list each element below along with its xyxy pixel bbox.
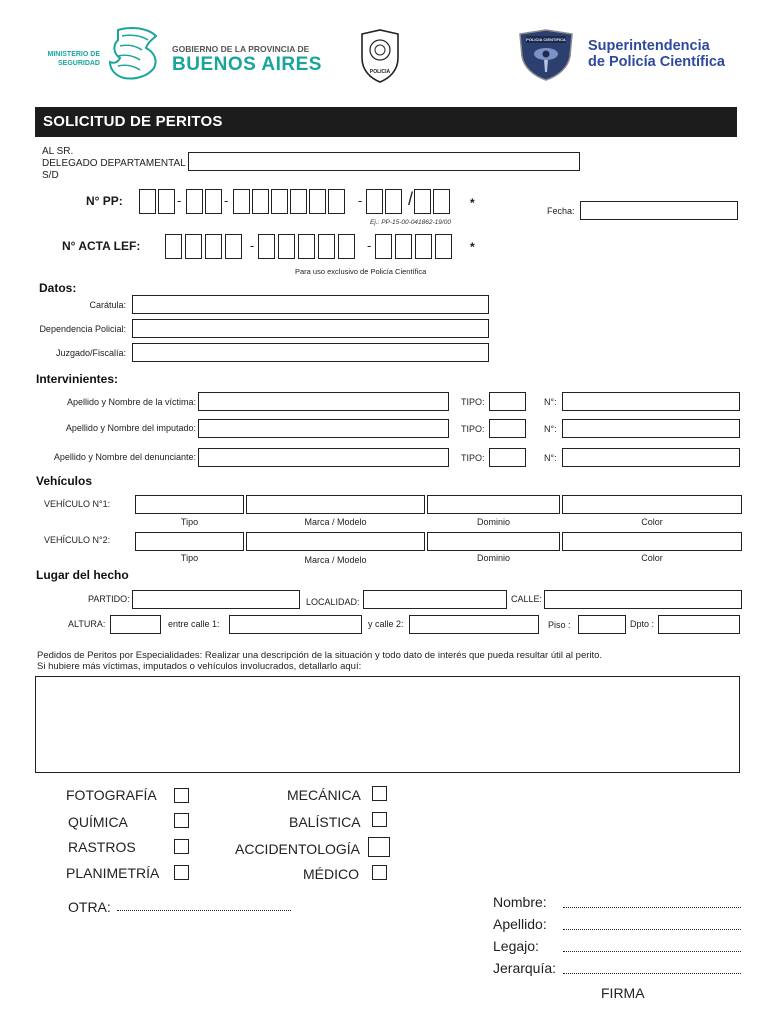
gov-line2: BUENOS AIRES <box>172 54 322 75</box>
pp-digit[interactable] <box>309 189 326 214</box>
gov-line1: GOBIERNO DE LA PROVINCIA DE <box>172 44 310 54</box>
acta-separator: - <box>250 238 255 253</box>
pedidos-instructions-line2: Si hubiere más víctimas, imputados o vehículos involucrados, detallarlo aquí: <box>37 661 362 672</box>
localidad-field[interactable] <box>363 590 507 609</box>
pp-digit[interactable] <box>158 189 175 214</box>
pp-digit[interactable] <box>414 189 431 214</box>
title-bar <box>35 107 737 137</box>
imputado-label: Apellido y Nombre del imputado: <box>65 423 196 433</box>
page-title: SOLICITUD DE PERITOS <box>43 113 223 130</box>
intervinientes-title: Intervinientes: <box>36 372 119 386</box>
sci-title-line2: de Policía Científica <box>588 54 725 70</box>
acta-digit[interactable] <box>278 234 295 259</box>
vehiculo1-color-field[interactable] <box>562 495 742 514</box>
pp-separator: - <box>358 193 363 208</box>
entre-calle1-field[interactable] <box>229 615 362 634</box>
jerarquia-label: Jerarquía: <box>493 960 557 976</box>
header <box>0 0 768 100</box>
pp-separator: - <box>224 193 229 208</box>
partido-field[interactable] <box>132 590 300 609</box>
acta-digit[interactable] <box>395 234 412 259</box>
dependencia-label: Dependencia Policial: <box>39 324 126 334</box>
vehiculo2-label: VEHÍCULO N°2: <box>44 535 111 545</box>
medico-checkbox[interactable] <box>372 865 387 880</box>
vehiculo2-dominio-caption: Dominio <box>476 553 510 563</box>
vehiculo2-color-field[interactable] <box>562 532 742 551</box>
quimica-checkbox[interactable] <box>174 813 189 828</box>
fecha-field[interactable] <box>580 201 738 220</box>
vehiculo2-marca-caption: Marca / Modelo <box>304 555 367 565</box>
quimica-label: QUÍMICA <box>68 814 128 830</box>
imputado-field[interactable] <box>198 419 449 438</box>
mecanica-checkbox[interactable] <box>372 786 387 801</box>
acta-digit[interactable] <box>415 234 432 259</box>
pp-separator: - <box>177 193 182 208</box>
balistica-label: BALÍSTICA <box>289 814 361 830</box>
vehiculo1-dominio-caption: Dominio <box>476 517 510 527</box>
dependencia-field[interactable] <box>132 319 489 338</box>
pp-digit[interactable] <box>366 189 383 214</box>
denunciante-field[interactable] <box>198 448 449 467</box>
legajo-line[interactable] <box>563 951 741 952</box>
localidad-label: LOCALIDAD: <box>306 597 360 607</box>
acta-label: N° ACTA LEF: <box>62 239 141 253</box>
vehiculo2-tipo-field[interactable] <box>135 532 244 551</box>
victima-nro-label: N°: <box>544 397 557 407</box>
imputado-tipo-field[interactable] <box>489 419 526 438</box>
imputado-nro-label: N°: <box>544 424 557 434</box>
addressee-line1: AL SR. <box>42 146 74 157</box>
rastros-checkbox[interactable] <box>174 839 189 854</box>
denunciante-nro-field[interactable] <box>562 448 740 467</box>
acta-digit[interactable] <box>435 234 452 259</box>
imputado-nro-field[interactable] <box>562 419 740 438</box>
vehiculo1-tipo-field[interactable] <box>135 495 244 514</box>
caratula-label: Carátula: <box>89 300 126 310</box>
pp-digit[interactable] <box>252 189 269 214</box>
pp-digit[interactable] <box>233 189 250 214</box>
rastros-label: RASTROS <box>68 839 136 855</box>
acta-digit[interactable] <box>205 234 222 259</box>
legajo-label: Legajo: <box>493 938 539 954</box>
pp-slash: / <box>408 189 414 209</box>
sci-title-line1: Superintendencia <box>588 38 710 54</box>
piso-field[interactable] <box>578 615 626 634</box>
calle-label: CALLE: <box>511 594 543 604</box>
apellido-line[interactable] <box>563 929 741 930</box>
ministry-label: MINISTERIO DE SEGURIDAD <box>47 51 100 67</box>
calle2-field[interactable] <box>409 615 539 634</box>
mecanica-label: MECÁNICA <box>287 787 361 803</box>
firma-label: FIRMA <box>601 985 645 1001</box>
piso-label: Piso : <box>548 620 571 630</box>
planimetria-checkbox[interactable] <box>174 865 189 880</box>
apellido-label: Apellido: <box>493 916 547 932</box>
denunciante-nro-label: N°: <box>544 453 557 463</box>
pp-digit[interactable] <box>328 189 345 214</box>
victima-tipo-field[interactable] <box>489 392 526 411</box>
vehiculo2-marca-field[interactable] <box>246 532 425 551</box>
imputado-tipo-label: TIPO: <box>461 424 485 434</box>
acta-digit[interactable] <box>318 234 335 259</box>
addressee-line2: DELEGADO DEPARTAMENTAL <box>42 158 186 169</box>
dpto-field[interactable] <box>658 615 740 634</box>
denunciante-label: Apellido y Nombre del denunciante: <box>53 452 196 462</box>
victima-field[interactable] <box>198 392 449 411</box>
pp-digit[interactable] <box>139 189 156 214</box>
fotografia-label: FOTOGRAFÍA <box>66 787 157 803</box>
denunciante-tipo-field[interactable] <box>489 448 526 467</box>
pp-digit[interactable] <box>186 189 203 214</box>
acta-digit[interactable] <box>225 234 242 259</box>
partido-label: PARTIDO: <box>88 594 130 604</box>
police-shield-icon <box>358 28 402 84</box>
acta-digit[interactable] <box>165 234 182 259</box>
medico-label: MÉDICO <box>303 866 359 882</box>
acta-note: Para uso exclusivo de Policía Científica <box>295 267 427 276</box>
acta-asterisk: * <box>470 240 475 254</box>
pp-example: Ej.: PP-15-00-041862-19/00 <box>370 219 451 226</box>
jerarquia-line[interactable] <box>563 973 741 974</box>
fecha-label: Fecha: <box>547 206 575 216</box>
pp-digit[interactable] <box>205 189 222 214</box>
juzgado-field[interactable] <box>132 343 489 362</box>
pp-digit[interactable] <box>290 189 307 214</box>
fotografia-checkbox[interactable] <box>174 788 189 803</box>
vehiculo1-marca-caption: Marca / Modelo <box>304 517 367 527</box>
vehiculo2-color-caption: Color <box>641 553 663 563</box>
pp-digit[interactable] <box>385 189 402 214</box>
acta-digit[interactable] <box>298 234 315 259</box>
balistica-checkbox[interactable] <box>372 812 387 827</box>
vehiculo1-color-caption: Color <box>641 517 663 527</box>
acta-digit[interactable] <box>185 234 202 259</box>
nombre-line[interactable] <box>563 907 741 908</box>
calle-field[interactable] <box>544 590 742 609</box>
pp-asterisk: * <box>470 196 475 210</box>
acta-digit[interactable] <box>375 234 392 259</box>
pedidos-instructions-line1: Pedidos de Peritos por Especialidades: Realizar una descripción de la situación y todo dato de interés que pueda resultar útil al perito. <box>37 650 603 661</box>
accidentologia-label: ACCIDENTOLOGÍA <box>235 841 360 857</box>
delegado-field[interactable] <box>188 152 580 171</box>
entre-calle1-label: entre calle 1: <box>168 619 220 629</box>
calle2-label: y calle 2: <box>368 619 404 629</box>
otra-label: OTRA: <box>68 899 111 915</box>
buenos-aires-logo-icon <box>104 26 168 84</box>
juzgado-label: Juzgado/Fiscalía: <box>55 348 126 358</box>
pp-digit[interactable] <box>433 189 450 214</box>
otra-line[interactable] <box>117 910 291 911</box>
pp-digit[interactable] <box>271 189 288 214</box>
victima-label: Apellido y Nombre de la víctima: <box>66 397 196 407</box>
acta-digit[interactable] <box>258 234 275 259</box>
pedidos-textarea[interactable] <box>35 676 740 773</box>
caratula-field[interactable] <box>132 295 489 314</box>
planimetria-label: PLANIMETRÍA <box>66 865 160 881</box>
vehiculo2-dominio-field[interactable] <box>427 532 560 551</box>
victima-tipo-label: TIPO: <box>461 397 485 407</box>
acta-separator: - <box>367 238 372 253</box>
denunciante-tipo-label: TIPO: <box>461 453 485 463</box>
police-badge-label: POLICIA <box>369 69 391 75</box>
sci-badge-label: POLICIA CIENTIFICA <box>526 37 566 42</box>
vehiculo1-marca-field[interactable] <box>246 495 425 514</box>
dpto-label: Dpto : <box>630 619 655 629</box>
lugar-title: Lugar del hecho <box>36 568 129 582</box>
addressee-line3: S/D <box>42 170 59 181</box>
accidentologia-checkbox[interactable] <box>368 837 390 857</box>
pp-label: N° PP: <box>86 194 123 208</box>
altura-label: ALTURA: <box>68 619 106 629</box>
altura-field[interactable] <box>110 615 161 634</box>
acta-digit[interactable] <box>338 234 355 259</box>
vehiculos-title: Vehículos <box>36 474 93 488</box>
nombre-label: Nombre: <box>493 894 547 910</box>
victima-nro-field[interactable] <box>562 392 740 411</box>
vehiculo1-tipo-caption: Tipo <box>180 517 199 527</box>
vehiculo2-tipo-caption: Tipo <box>180 553 199 563</box>
vehiculo1-label: VEHÍCULO N°1: <box>44 499 111 509</box>
datos-title: Datos: <box>39 281 77 295</box>
vehiculo1-dominio-field[interactable] <box>427 495 560 514</box>
